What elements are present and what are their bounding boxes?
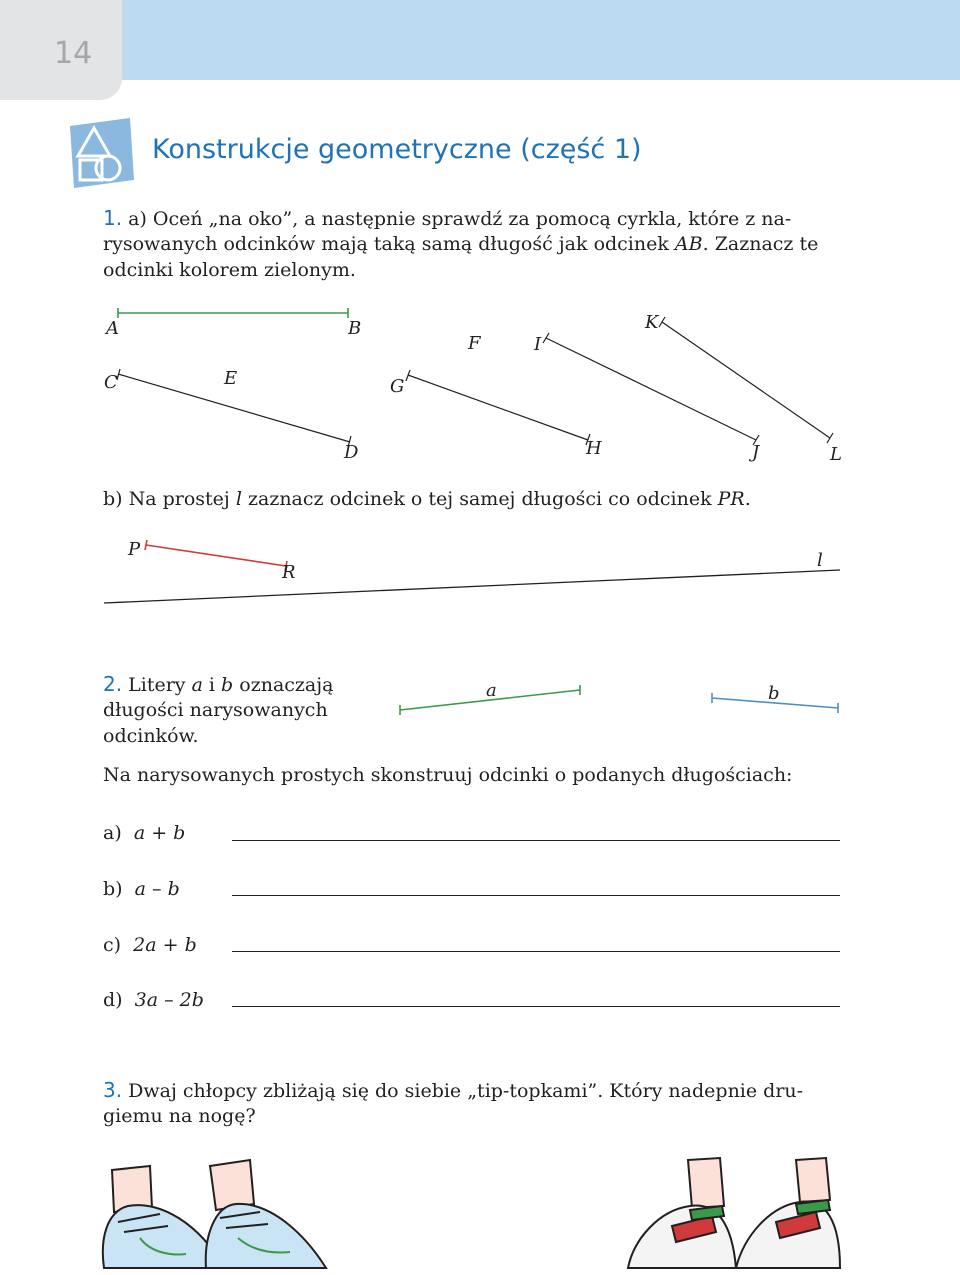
line-l <box>104 570 840 603</box>
point-label-l: L <box>830 444 842 465</box>
answer-line-b[interactable] <box>232 895 840 896</box>
segment-ij <box>546 338 756 440</box>
ex2-line-3: odcinków. <box>103 725 199 747</box>
point-label-i: I <box>534 334 542 355</box>
ex2-item-c <box>103 934 197 956</box>
ex2-text-1b: i <box>202 674 222 696</box>
ex1-b-text-2: zaznacz odcinek o tej samej długości co odcinek <box>241 488 718 510</box>
ex1-b-line <box>103 486 751 512</box>
ex1-b-text-pr: PR <box>717 488 745 510</box>
point-label-g: G <box>390 376 405 397</box>
segment-label-b: b <box>768 683 780 704</box>
point-label-h: H <box>586 438 602 459</box>
ex2-number: 2. <box>103 672 123 696</box>
point-label-e: E <box>224 368 238 389</box>
point-label-j: J <box>752 442 760 463</box>
ex2-item-d <box>103 989 204 1011</box>
ex2-text-b: b <box>221 674 234 696</box>
point-label-f: F <box>468 333 481 354</box>
ex1-line-3: odcinki kolorem zielonym. <box>103 259 356 281</box>
ex3-line-2: giemu na nogę? <box>103 1105 256 1127</box>
ex2-item-b <box>103 878 180 900</box>
point-label-a: A <box>106 318 119 339</box>
ex1-text-ab: AB <box>674 233 703 255</box>
ex2-text-1a: Litery <box>122 674 192 696</box>
ex2-line-2: długości narysowanych <box>103 699 328 721</box>
point-label-p: P <box>128 539 141 560</box>
ex1-text-2c: . Zaznacz te <box>702 233 819 255</box>
point-label-d: D <box>344 442 359 463</box>
ex2-item-b-label: b) <box>103 878 123 900</box>
point-label-r: R <box>282 562 296 583</box>
ex2-item-a-label: a) <box>103 822 122 844</box>
page-title: Konstrukcje geometryczne (część 1) <box>152 134 642 165</box>
ex1-text-1: a) Oceń „na oko”, a następnie sprawdź za pomocą cyrkla, które z na- <box>128 208 792 230</box>
ex1-b-text-l: l <box>235 488 242 510</box>
ex2-item-c-expr: 2a + b <box>133 934 197 956</box>
ex2-item-d-label: d) <box>103 989 123 1011</box>
segment-label-a: a <box>486 680 497 701</box>
ex2-text-1c: oznaczają <box>233 674 334 696</box>
ex2-item-a <box>103 822 185 844</box>
right-boy-feet-illustration <box>628 1158 840 1268</box>
answer-line-c[interactable] <box>232 951 840 952</box>
ex1-b-text-3: . <box>744 488 751 510</box>
ex1-b-text-1: b) Na prostej <box>103 488 236 510</box>
ex2-line-1 <box>103 671 333 698</box>
point-label-k: K <box>645 312 659 333</box>
ex2-item-d-expr: 3a – 2b <box>134 989 204 1011</box>
ex2-item-a-expr: a + b <box>133 822 186 844</box>
ex2-text-a: a <box>191 674 203 696</box>
line-label-l: l <box>817 550 823 571</box>
ex2-item-b-expr: a – b <box>134 878 180 900</box>
segment-pr <box>146 545 286 566</box>
point-label-c: C <box>104 372 118 393</box>
ex1-text-2a: rysowanych odcinków mają taką samą długość jak odcinek <box>103 233 675 255</box>
ex3-line-1 <box>103 1077 803 1104</box>
point-label-b: B <box>348 318 362 339</box>
left-boy-feet-illustration <box>103 1160 326 1268</box>
ex3-number: 3. <box>103 1078 123 1102</box>
answer-line-d[interactable] <box>232 1006 840 1007</box>
ex2-instruction: Na narysowanych prostych skonstruuj odcinki o podanych długościach: <box>103 764 793 786</box>
segment-kl <box>662 322 830 438</box>
ex1-number: 1. <box>103 206 123 230</box>
segment-gh <box>408 375 588 440</box>
answer-line-a[interactable] <box>232 840 840 841</box>
ex2-item-c-label: c) <box>103 934 122 956</box>
ex3-text-1: Dwaj chłopcy zbliżają się do siebie „tip-topkami”. Który nadepnie dru- <box>122 1080 804 1102</box>
page-number: 14 <box>54 36 93 71</box>
